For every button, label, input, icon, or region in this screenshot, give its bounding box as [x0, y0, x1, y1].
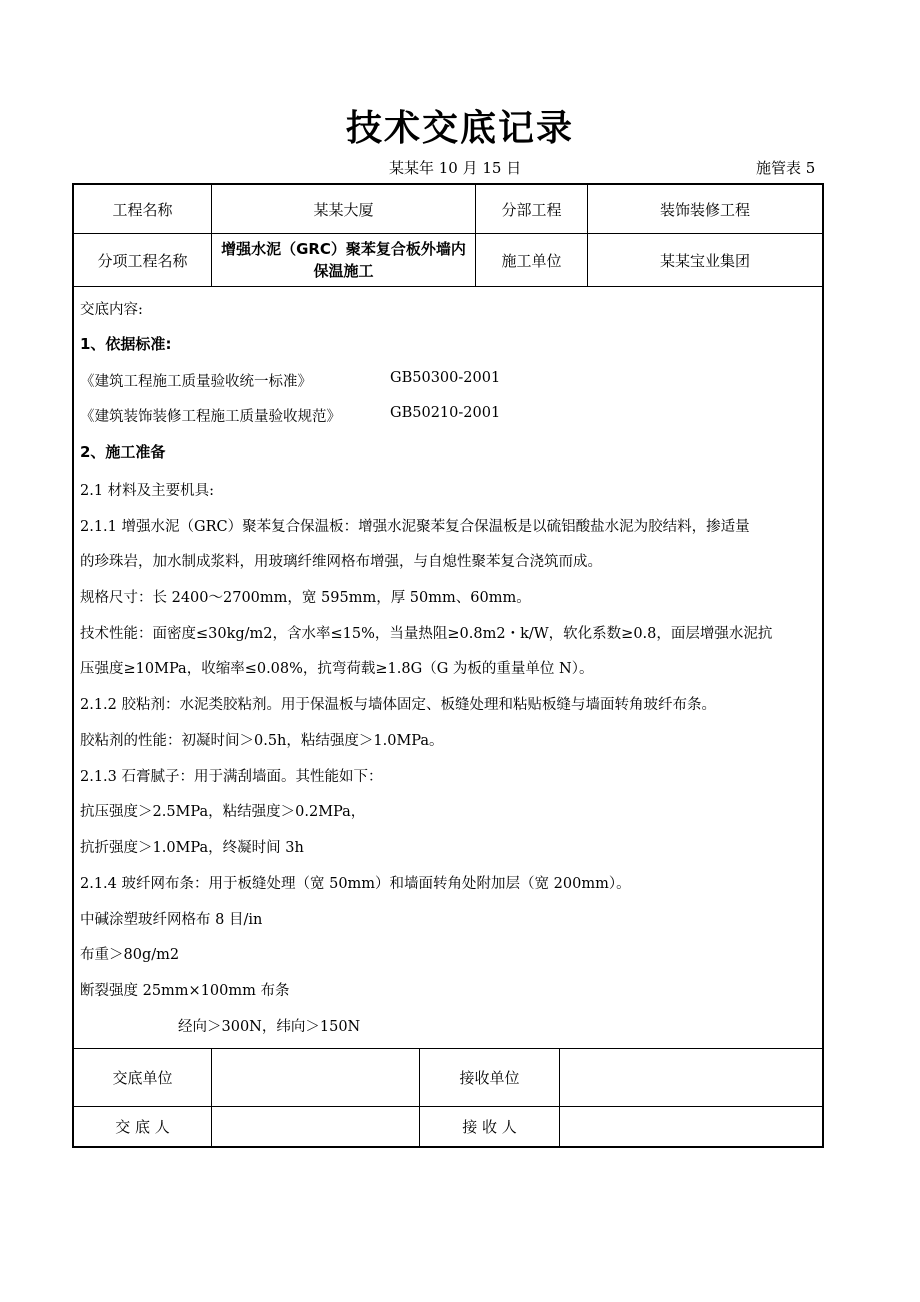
paragraph-2-1-2: 2.1.2 胶粘剂：水泥类胶粘剂。用于保温板与墙体固定、板缝处理和粘贴板缝与墙面转角玻纤布条。 — [80, 697, 716, 713]
contractor-label: 施工单位 — [501, 251, 562, 270]
project-name-label: 工程名称 — [112, 200, 173, 219]
paragraph-2-1-1-line2: 的珍珠岩，加水制成浆料，用玻璃纤维网格布增强，与自熄性聚苯复合浇筑而成。 — [80, 554, 602, 570]
paragraph-2-1: 2.1 材料及主要机具: — [80, 483, 215, 499]
date: 某某年 10 月 15 日 — [389, 159, 522, 177]
issuer-unit-value[interactable] — [212, 1049, 419, 1106]
standard-2 — [80, 405, 580, 426]
receiver-unit-value[interactable] — [560, 1049, 822, 1106]
paragraph-mesh-4: 经向＞300N，纬向＞150N — [178, 1019, 361, 1035]
subitem-value-line1: 增强水泥（GRC）聚苯复合板外墙内 — [221, 240, 466, 258]
standard-1-code: GB50300-2001 — [390, 370, 501, 386]
issuer-person-label: 交 底 人 — [115, 1118, 170, 1136]
paragraph-performance-line2: 压强度≥10MPa，收缩率≤0.08%，抗弯荷载≥1.8G（G 为板的重量单位 N）。 — [80, 661, 594, 677]
issuer-person-value[interactable] — [212, 1107, 419, 1146]
receiver-unit-label: 接收单位 — [459, 1069, 520, 1087]
paragraph-2-1-1-line1: 2.1.1 增强水泥（GRC）聚苯复合保温板：增强水泥聚苯复合保温板是以硫铝酸盐水泥为胶结料，掺适量 — [80, 519, 750, 535]
section-2-title: 2、施工准备 — [80, 443, 166, 461]
subitem-value-line2: 保温施工 — [313, 262, 374, 280]
disclosure-content — [80, 286, 820, 1048]
paragraph-2-1-3: 2.1.3 石膏腻子：用于满刮墙面。其性能如下： — [80, 769, 383, 785]
paragraph-glue: 胶粘剂的性能：初凝时间＞0.5h，粘结强度＞1.0MPa。 — [80, 733, 444, 749]
form-number: 施管表 5 — [756, 159, 816, 177]
paragraph-performance-line1: 技术性能：面密度≤30kg/m2，含水率≤15%，当量热阻≥0.8m2・k/W，软化系数≥0.8，面层增强水泥抗 — [80, 626, 773, 642]
subitem-label: 分项工程名称 — [97, 251, 188, 270]
standard-1-name: 《建筑工程施工质量验收统一标准》 — [80, 374, 312, 390]
subitem-value — [212, 234, 475, 286]
division-value: 装饰装修工程 — [659, 200, 750, 219]
division-label: 分部工程 — [501, 200, 562, 219]
paragraph-putty-1: 抗压强度＞2.5MPa，粘结强度＞0.2MPa， — [80, 804, 366, 820]
content-intro: 交底内容: — [80, 302, 143, 318]
issuer-unit-label: 交底单位 — [112, 1069, 173, 1087]
paragraph-mesh-1: 中碱涂塑玻纤网格布 8 目/in — [80, 912, 263, 928]
paragraph-spec: 规格尺寸：长 2400～2700mm，宽 595mm，厚 50mm、60mm。 — [80, 590, 531, 606]
receiver-person-value[interactable] — [560, 1107, 822, 1146]
document-title: 技术交底记录 — [345, 108, 574, 149]
paragraph-mesh-3: 断裂强度 25mm×100mm 布条 — [80, 983, 290, 999]
contractor-value: 某某宝业集团 — [659, 251, 750, 270]
paragraph-mesh-2: 布重＞80g/m2 — [80, 947, 180, 963]
project-name-value: 某某大厦 — [313, 200, 374, 219]
standard-1 — [80, 370, 580, 391]
receiver-person-label: 接 收 人 — [462, 1118, 517, 1136]
section-1-title: 1、依据标准: — [80, 335, 172, 353]
standard-2-code: GB50210-2001 — [390, 405, 501, 421]
paragraph-2-1-4: 2.1.4 玻纤网布条：用于板缝处理（宽 50mm）和墙面转角处附加层（宽 200mm）。 — [80, 876, 631, 892]
paragraph-putty-2: 抗折强度＞1.0MPa，终凝时间 3h — [80, 840, 304, 856]
standard-2-name: 《建筑装饰装修工程施工质量验收规范》 — [80, 409, 341, 425]
